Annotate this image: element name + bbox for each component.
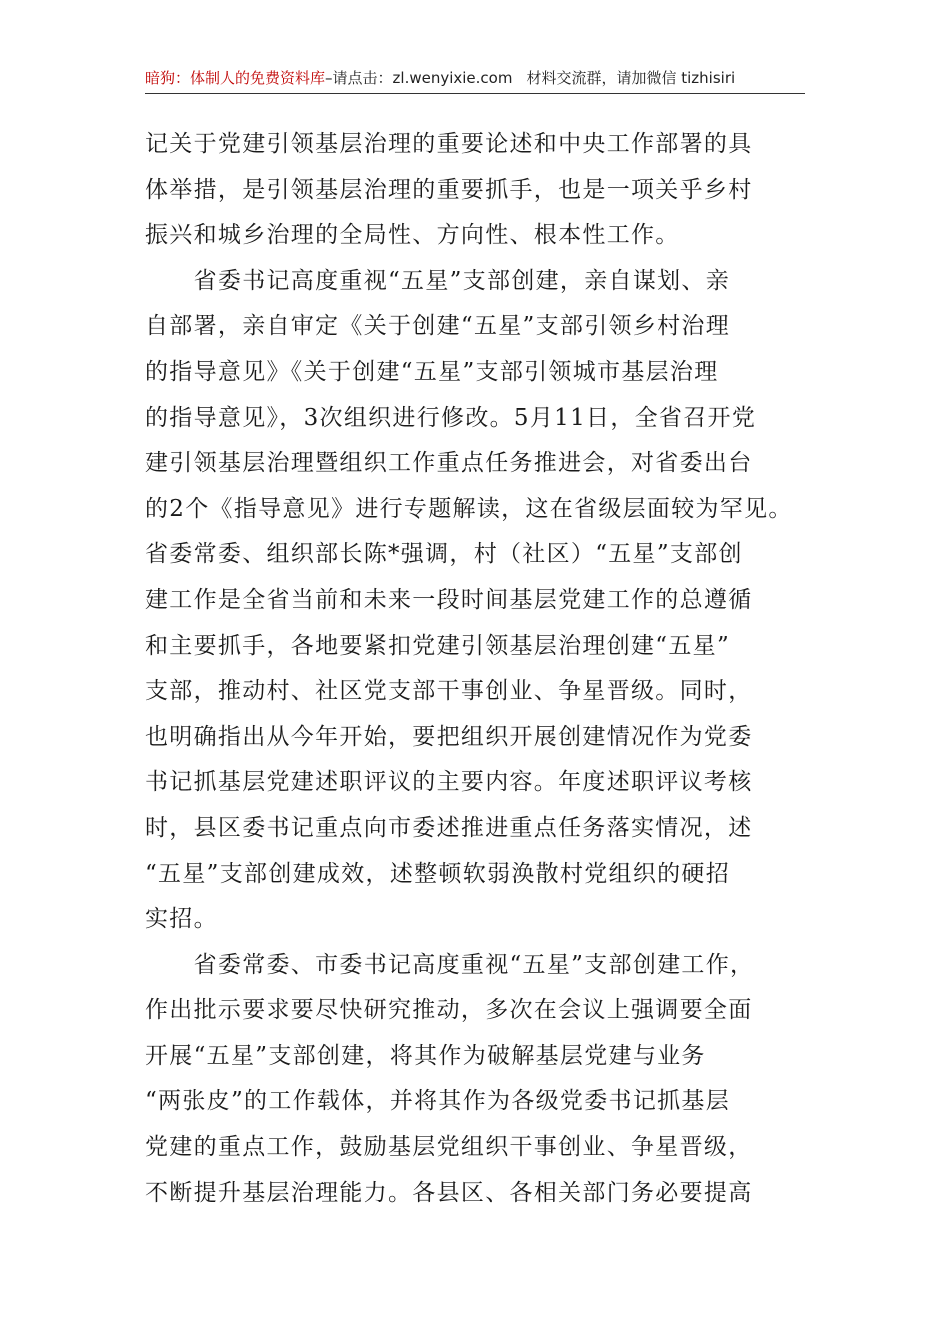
text-line: 自部署，亲自审定《关于创建“五星”支部引领乡村治理: [145, 313, 731, 340]
text-line: 书记抓基层党建述职评议的主要内容。年度述职评议考核: [145, 769, 753, 796]
text-line: 建工作是全省当前和未来一段时间基层党建工作的总遵循: [145, 586, 753, 613]
text-line: “两张皮”的工作载体，并将其作为各级党委书记抓基层: [145, 1088, 731, 1115]
text-line: 支部，推动村、社区党支部干事创业、争星晋级。同时，: [145, 678, 753, 705]
text-line: 记关于党建引领基层治理的重要论述和中央工作部署的具: [145, 131, 753, 157]
text-line: 的2个《指导意见》进行专题解读，这在省级层面较为罕见。: [145, 495, 793, 522]
text-line: 和主要抓手，各地要紧扣党建引领基层治理创建“五星”: [145, 632, 731, 659]
header-site-name: 暗狗：体制人的免费资料库: [145, 69, 326, 87]
document-body: [145, 122, 810, 1216]
text-line: 体举措，是引领基层治理的重要抓手，也是一项关乎乡村: [145, 176, 753, 203]
text-line: 不断提升基层治理能力。各县区、各相关部门务必要提高: [145, 1179, 753, 1206]
text-line: 省委常委、组织部长陈*强调，村（社区）“五星”支部创: [145, 541, 743, 568]
text-line: 开展“五星”支部创建，将其作为破解基层党建与业务: [145, 1042, 706, 1069]
text-line: 实招。: [145, 906, 218, 933]
header-divider: [145, 93, 805, 94]
text-line: 建引领基层治理暨组织工作重点任务推进会，对省委出台: [145, 450, 753, 477]
text-line: 党建的重点工作，鼓励基层党组织干事创业、争星晋级，: [145, 1134, 753, 1161]
text-line: 省委常委、市委书记高度重视“五星”支部创建工作，: [145, 951, 755, 978]
text-line: 也明确指出从今年开始，要把组织开展创建情况作为党委: [145, 723, 753, 750]
header-contact: 材料交流群，请加微信 tizhisiri: [526, 69, 736, 87]
text-line: “五星”支部创建成效，述整顿软弱涣散村党组织的硬招: [145, 860, 731, 887]
text-line: 的指导意见》，3次组织进行修改。5月11日，全省召开党: [145, 404, 757, 431]
page-header: [145, 68, 805, 88]
text-line: 的指导意见》《关于创建“五星”支部引领城市基层治理: [145, 358, 719, 385]
text-line: 时，县区委书记重点向市委述推进重点任务落实情况，述: [145, 814, 753, 841]
text-line: 作出批示要求要尽快研究推动，多次在会议上强调要全面: [145, 997, 753, 1024]
text-line: 振兴和城乡治理的全局性、方向性、根本性工作。: [145, 222, 680, 249]
header-link-prompt: –请点击：: [325, 69, 393, 87]
header-url-link[interactable]: zl.wenyixie.com: [392, 69, 513, 87]
text-line: 省委书记高度重视“五星”支部创建，亲自谋划、亲: [145, 267, 731, 294]
